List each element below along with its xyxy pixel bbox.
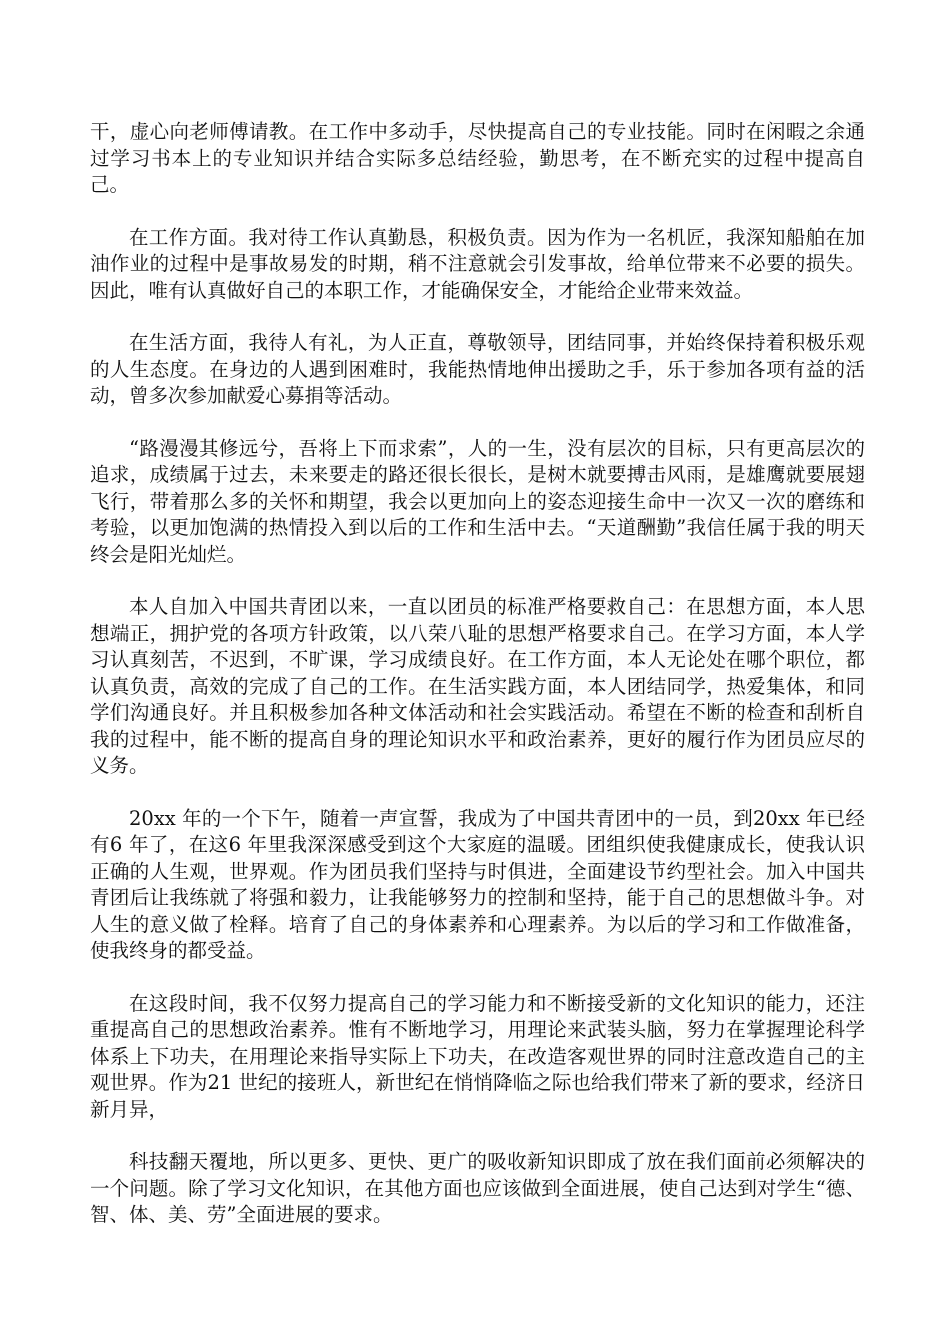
paragraph-8: 科技翻天覆地，所以更多、更快、更广的吸收新知识即成了放在我们面前必须解决的一个问题。除了学习文化知识，在其他方面也应该做到全面进展，使自己达到对学生“德、智、体、美、劳”全面进展的要求。: [90, 1150, 865, 1226]
paragraph-7: 在这段时间，我不仅努力提高自己的学习能力和不断接受新的文化知识的能力，还注重提高自己的思想政治素养。惟有不断地学习，用理论来武装头脑，努力在掌握理论科学体系上下功夫，在用理论来指导实际上下功夫，在改造客观世界的同时注意改造自己的主观世界。作为21 世纪的接班人，新世纪在悄悄降临之际也给我们带来了新的要求，经济日新月异，: [90, 991, 865, 1121]
paragraph-4: “路漫漫其修远兮，吾将上下而求索”，人的一生，没有层次的目标，只有更高层次的追求，成绩属于过去，未来要走的路还很长很长，是树木就要搏击风雨，是雄鹰就要展翅飞行，带着那么多的关怀和期望，我会以更加向上的姿态迎接生命中一次又一次的磨练和考验，以更加饱满的热情投入到以后的工作和生活中去。“天道酬勤”我信任属于我的明天终会是阳光灿烂。: [90, 436, 865, 566]
paragraph-2: 在工作方面。我对待工作认真勤恳，积极负责。因为作为一名机匠，我深知船舶在加油作业的过程中是事故易发的时期，稍不注意就会引发事故，给单位带来不必要的损失。因此，唯有认真做好自己的本职工作，才能确保安全，才能给企业带来效益。: [90, 225, 865, 302]
paragraph-3: 在生活方面，我待人有礼，为人正直，尊敬领导，团结同事，并始终保持着积极乐观的人生态度。在身边的人遇到困难时，我能热情地伸出援助之手，乐于参加各项有益的活动，曾多次参加献爱心募捐等活动。: [90, 331, 865, 407]
paragraph-5: 本人自加入中国共青团以来，一直以团员的标准严格要救自己：在思想方面，本人思想端正，拥护党的各项方针政策，以八荣八耻的思想严格要求自己。在学习方面，本人学习认真刻苦，不迟到，不旷课，学习成绩良好。在工作方面，本人无论处在哪个职位，都认真负责，高效的完成了自己的工作。在生活实践方面，本人团结同学，热爱集体，和同学们沟通良好。并且积极参加各种文体活动和社会实践活动。希望在不断的检查和刮析自我的过程中，能不断的提高自身的理论知识水平和政治素养，更好的履行作为团员应尽的义务。: [90, 595, 865, 777]
document-body: [90, 119, 865, 1255]
paragraph-1: 干，虚心向老师傅请教。在工作中多动手，尽快提高自己的专业技能。同时在闲暇之余通过学习书本上的专业知识并结合实际多总结经验，勤思考，在不断充实的过程中提高自己。: [90, 120, 865, 196]
paragraph-6: 20xx 年的一个下午，随着一声宣誓，我成为了中国共青团中的一员，到20xx 年已经有6 年了，在这6 年里我深深感受到这个大家庭的温暖。团组织使我健康成长，使我认识正确的人生观，世界观。作为团员我们坚持与时俱进，全面建设节约型社会。加入中国共青团后让我练就了将强和毅力，让我能够努力的控制和坚持，能于自己的思想做斗争。对人生的意义做了栓释。培育了自己的身体素养和心理素养。为以后的学习和工作做准备，使我终身的都受益。: [90, 806, 865, 962]
